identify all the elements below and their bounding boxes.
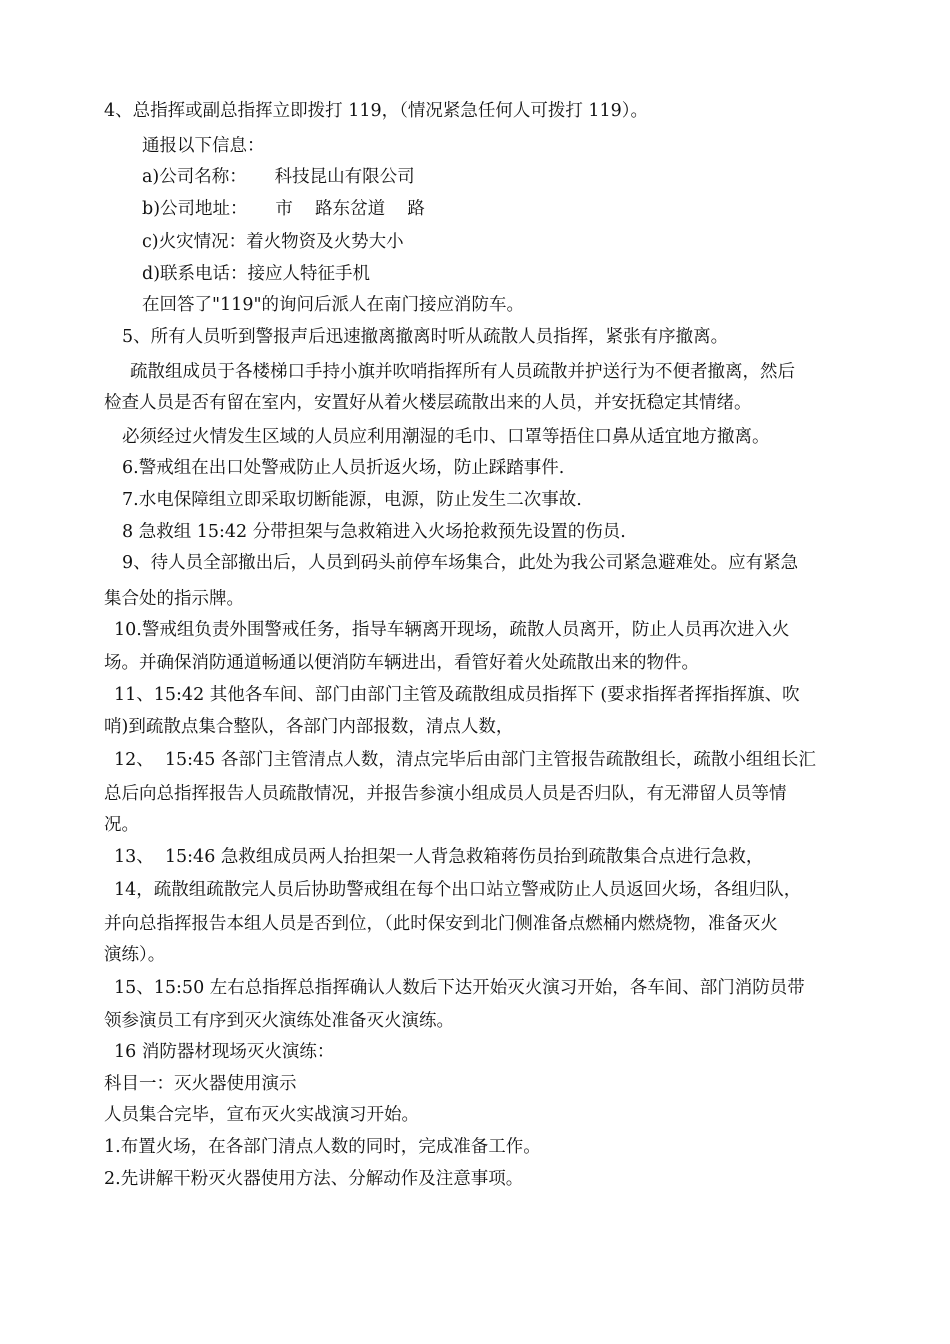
text-line: 检查人员是否有留在室内，安置好从着火楼层疏散出来的人员，并安抚稳定其情绪。 <box>104 393 752 413</box>
text-line: 6.警戒组在出口处警戒防止人员折返火场，防止踩踏事件. <box>122 458 565 478</box>
text-line: 1.布置火场，在各部门清点人数的同时，完成准备工作。 <box>104 1137 541 1157</box>
text-line: 人员集合完毕，宣布灭火实战演习开始。 <box>104 1105 419 1125</box>
text-line: 14，疏散组疏散完人员后协助警戒组在每个出口站立警戒防止人员返回火场，各组归队， <box>114 880 802 900</box>
text-line: 况。 <box>104 815 139 835</box>
text-line: 疏散组成员于各楼梯口手持小旗并吹哨指挥所有人员疏散并护送行为不便者撤离，然后 <box>130 362 795 382</box>
text-line: 13、 15:46 急救组成员两人抬担架一人背急救箱蒋伤员抬到疏散集合点进行急救， <box>114 847 764 867</box>
text-line: 必须经过火情发生区域的人员应利用潮湿的毛巾、口罩等捂住口鼻从适宜地方撤离。 <box>122 427 770 447</box>
text-line: a)公司名称： 科技昆山有限公司 <box>142 167 415 187</box>
text-line: b)公司地址： 市 路东岔道 路 <box>142 199 425 219</box>
text-line: 7.水电保障组立即采取切断能源，电源，防止发生二次事故. <box>122 490 582 510</box>
text-line: 总后向总指挥报告人员疏散情况，并报告参演小组成员人员是否归队，有无滞留人员等情 <box>104 784 787 804</box>
text-line: 11、15:42 其他各车间、部门由部门主管及疏散组成员指挥下 (要求指挥者挥指挥旗、吹 <box>114 685 800 705</box>
text-line: c)火灾情况：着火物资及火势大小 <box>142 232 404 252</box>
text-line: 哨)到疏散点集合整队，各部门内部报数，清点人数， <box>104 717 514 737</box>
text-line: 4、总指挥或副总指挥立即拨打 119，（情况紧急任何人可拨打 119）。 <box>104 101 649 121</box>
text-line: 通报以下信息： <box>142 136 265 156</box>
text-line: 9、待人员全部撤出后，人员到码头前停车场集合，此处为我公司紧急避难处。应有紧急 <box>122 553 799 573</box>
text-line: 演练）。 <box>104 945 166 965</box>
text-line: 2.先讲解干粉灭火器使用方法、分解动作及注意事项。 <box>104 1169 524 1189</box>
text-line: 领参演员工有序到灭火演练处准备灭火演练。 <box>104 1011 454 1031</box>
text-line: 5、所有人员听到警报声后迅速撤离撤离时听从疏散人员指挥，紧张有序撤离。 <box>122 327 729 347</box>
text-line: 并向总指挥报告本组人员是否到位，（此时保安到北门侧准备点燃桶内燃烧物，准备灭火 <box>104 914 778 934</box>
text-line: 场。并确保消防通道畅通以便消防车辆进出，看管好着火处疏散出来的物件。 <box>104 653 699 673</box>
text-line: 科目一：灭火器使用演示 <box>104 1074 297 1094</box>
text-line: 16 消防器材现场灭火演练： <box>114 1042 335 1062</box>
text-line: d)联系电话：接应人特征手机 <box>142 264 371 284</box>
text-line: 12、 15:45 各部门主管清点人数，清点完毕后由部门主管报告疏散组长，疏散小组组长汇 <box>114 750 816 770</box>
text-line: 集合处的指示牌。 <box>104 589 244 609</box>
text-line: 8 急救组 15:42 分带担架与急救箱进入火场抢救预先设置的伤员. <box>122 522 626 542</box>
text-line: 15、15:50 左右总指挥总指挥确认人数后下达开始灭火演习开始，各车间、部门消防员带 <box>114 978 805 998</box>
text-line: 在回答了"119"的询问后派人在南门接应消防车。 <box>142 295 524 315</box>
text-line: 10.警戒组负责外围警戒任务，指导车辆离开现场，疏散人员离开，防止人员再次进入火 <box>114 620 790 640</box>
